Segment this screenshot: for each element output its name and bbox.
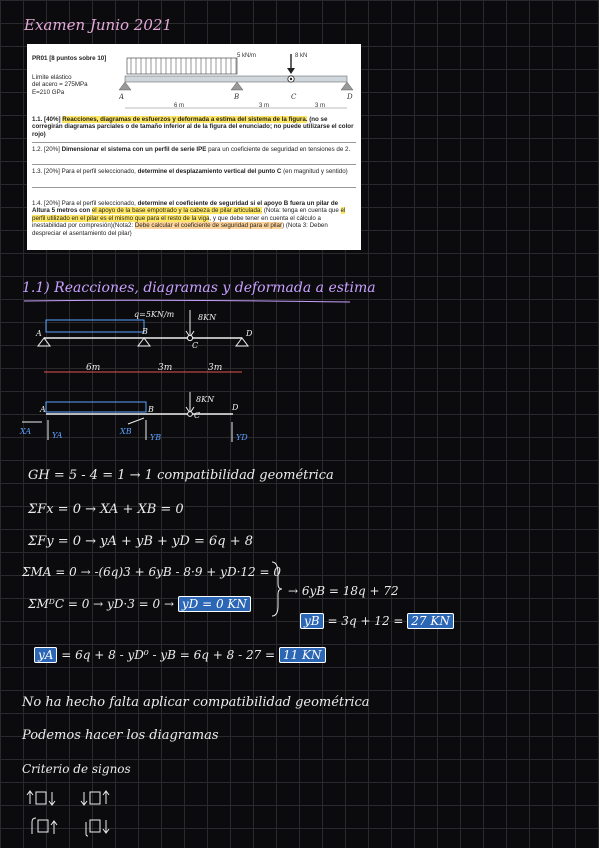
divider bbox=[32, 142, 356, 143]
dist-load bbox=[46, 402, 146, 412]
node-a: A bbox=[119, 93, 125, 101]
element-icon bbox=[38, 820, 48, 832]
q-highlight: el perfil utilizado en el pilar es el mismo que para el resto de la viga bbox=[32, 207, 346, 222]
element-icon bbox=[36, 792, 46, 804]
span-bc: 3 m bbox=[259, 103, 270, 109]
note-compatibility: No ha hecho falta aplicar compatibilidad geométrica bbox=[22, 695, 370, 710]
shear-positive-row bbox=[27, 791, 109, 805]
q-text: (no se corregirán diagramas parciales o de tamaño inferior al de la figura del enunciado; no puede utilizarse el color rojo) bbox=[32, 116, 354, 138]
eq-ya-result bbox=[34, 648, 326, 662]
span-cd: 3 m bbox=[315, 103, 326, 109]
divider bbox=[32, 164, 356, 165]
node-c: C bbox=[291, 93, 297, 101]
element-icon bbox=[90, 820, 100, 832]
eq-sum-fx: ΣFx = 0 → XA + XB = 0 bbox=[28, 502, 184, 517]
q-text: (en magnitud y sentido) bbox=[281, 168, 348, 175]
eq-sum-ma: ΣMA = 0 → -(6q)3 + 6yB - 8·9 + yD·12 = 0 bbox=[22, 565, 281, 579]
reaction-xb: XB bbox=[120, 427, 132, 436]
question-1-3 bbox=[32, 168, 356, 175]
arrow-down-icon bbox=[49, 792, 55, 805]
node-c: C bbox=[192, 341, 199, 350]
support-b bbox=[138, 338, 150, 346]
point-load-label: 8KN bbox=[196, 395, 215, 404]
node-c: C bbox=[194, 411, 201, 420]
q-text: ) (Nota 3: Deben despreciar el asentamiento del pilar) bbox=[32, 222, 328, 237]
q-text: (Nota: tenga en cuenta que bbox=[262, 207, 341, 215]
node-d: D bbox=[246, 329, 253, 338]
support-a bbox=[38, 338, 50, 346]
dist-load-box bbox=[127, 58, 237, 74]
eq-yb-derive: → 6yB = 18q + 72 bbox=[288, 584, 399, 598]
ya-symbol: yA bbox=[34, 647, 57, 663]
q-text: Para el perfil seleccionado, bbox=[61, 200, 138, 207]
brace-stroke bbox=[272, 562, 282, 616]
eq-yb-text: = 3q + 12 = bbox=[327, 614, 404, 628]
span-cd: 3m bbox=[208, 363, 223, 373]
divider bbox=[32, 187, 356, 188]
dist-load-hatch bbox=[131, 58, 236, 74]
eq-gh: GH = 5 - 4 = 1 → 1 compatibilidad geométrica bbox=[28, 468, 334, 483]
eq-sum-mc bbox=[28, 597, 251, 611]
question-1-1 bbox=[32, 116, 356, 138]
problem-sheet bbox=[27, 44, 361, 250]
q-bold: determine el desplazamiento vertical del punto C bbox=[137, 168, 282, 175]
beam bbox=[125, 76, 347, 82]
page-title: Examen Junio 2021 bbox=[24, 16, 172, 34]
note-diagrams: Podemos hacer los diagramas bbox=[22, 728, 219, 743]
hinge-c-dot bbox=[290, 78, 292, 80]
span-ab: 6m bbox=[86, 363, 101, 373]
q-highlight: Debe calcular el coeficiente de seguridad para el pilar bbox=[134, 222, 283, 230]
beam-diagram-1 bbox=[30, 306, 270, 384]
reaction-ya: YA bbox=[52, 431, 63, 440]
node-d: D bbox=[232, 403, 239, 412]
element-icon bbox=[90, 792, 100, 804]
hinge-c bbox=[187, 335, 192, 340]
q-number: 1.1. [40%] bbox=[32, 116, 61, 123]
dist-load-label: q=5KN/m bbox=[134, 310, 175, 319]
arrow-down-icon bbox=[81, 792, 87, 805]
node-a: A bbox=[40, 405, 46, 414]
q-text: , y que debe tener en cuenta el cálculo a inestabilidad por compresión)(Nota2: bbox=[32, 214, 321, 230]
dist-load-label: 5 kN/m bbox=[237, 53, 257, 59]
prop-line: E=210 GPa bbox=[32, 88, 65, 96]
support-b bbox=[231, 82, 243, 90]
beam-diagram-2 bbox=[18, 388, 268, 450]
sheet-props bbox=[32, 74, 102, 96]
support-a bbox=[119, 82, 131, 90]
hinge-c bbox=[188, 412, 193, 417]
q-text: para un coeficiente de seguridad en tensiones de 2. bbox=[206, 146, 351, 153]
sheet-beam-figure bbox=[119, 48, 355, 116]
q-highlight: el apoyo de la base empotrado y la cabeza de pilar articulada. bbox=[91, 207, 263, 215]
node-b: B bbox=[142, 327, 148, 336]
reaction-yd: YD bbox=[236, 433, 248, 442]
question-1-4 bbox=[32, 200, 356, 237]
section-title: 1.1) Reacciones, diagramas y deformada a estima bbox=[22, 280, 376, 296]
support-d bbox=[236, 338, 248, 346]
reaction-yb: YB bbox=[150, 433, 162, 442]
span-bc: 3m bbox=[158, 363, 173, 373]
q-number: 1.4. [20%] bbox=[32, 200, 60, 207]
yb-symbol: yB bbox=[300, 613, 324, 629]
node-b: B bbox=[148, 405, 154, 414]
prop-line: Límite elástico bbox=[32, 74, 72, 81]
q-text: Para el perfil seleccionado, bbox=[61, 168, 138, 175]
system-brace bbox=[270, 560, 284, 618]
arrow-down-icon bbox=[103, 820, 109, 833]
node-b: B bbox=[234, 93, 240, 101]
point-load-head bbox=[287, 68, 295, 74]
rotate-icon bbox=[86, 822, 88, 836]
section-underline bbox=[22, 299, 352, 303]
reaction-xa: XA bbox=[20, 427, 32, 436]
point-load-label: 8 kN bbox=[295, 53, 308, 59]
moment-positive-row bbox=[32, 818, 109, 836]
eq-ya-text: = 6q + 8 - yD⁰ - yB = 6q + 8 - 27 = bbox=[61, 648, 276, 662]
sign-convention bbox=[26, 788, 136, 840]
underline-stroke bbox=[24, 300, 350, 302]
eq-sum-fy: ΣFy = 0 → yA + yB + yD = 6q + 8 bbox=[28, 534, 254, 549]
question-1-2 bbox=[32, 146, 356, 153]
sheet-header: PR01 [8 puntos sobre 10] bbox=[32, 55, 107, 62]
arrow-up-icon bbox=[103, 791, 109, 804]
result-yd: yD = 0 KN bbox=[178, 596, 251, 612]
q-number: 1.2. [20%] bbox=[32, 146, 60, 153]
result-yb: 27 KN bbox=[407, 613, 454, 629]
node-a: A bbox=[36, 329, 42, 338]
q-bold: determine el coeficiente de seguridad si el apoyo B fuera un pilar de Altura 5 metros con bbox=[32, 200, 339, 215]
rotate-icon bbox=[32, 818, 36, 834]
note-sign-criteria: Criterio de signos bbox=[22, 762, 131, 776]
reaction-xb-arrow bbox=[128, 418, 144, 424]
prop-line: del acero = 275MPa bbox=[32, 81, 88, 89]
eq-yb-result bbox=[300, 614, 454, 628]
arrow-up-icon bbox=[27, 791, 33, 804]
arrow-up-icon bbox=[51, 821, 57, 834]
q-highlight: Reacciones, diagramas de esfuerzos y deformada a estima del sistema de la figura. bbox=[62, 116, 308, 123]
node-d: D bbox=[347, 93, 353, 101]
result-ya: 11 KN bbox=[279, 647, 326, 663]
span-ab: 6 m bbox=[174, 103, 185, 109]
eq-mc-text: ΣMᴰC = 0 → yD·3 = 0 → bbox=[28, 597, 175, 611]
q-bold: Dimensionar el sistema con un perfil de serie IPE bbox=[61, 146, 207, 153]
point-load-label: 8KN bbox=[198, 313, 217, 322]
dist-load bbox=[46, 320, 144, 332]
support-d bbox=[341, 82, 353, 90]
q-number: 1.3. [20%] bbox=[32, 168, 60, 175]
